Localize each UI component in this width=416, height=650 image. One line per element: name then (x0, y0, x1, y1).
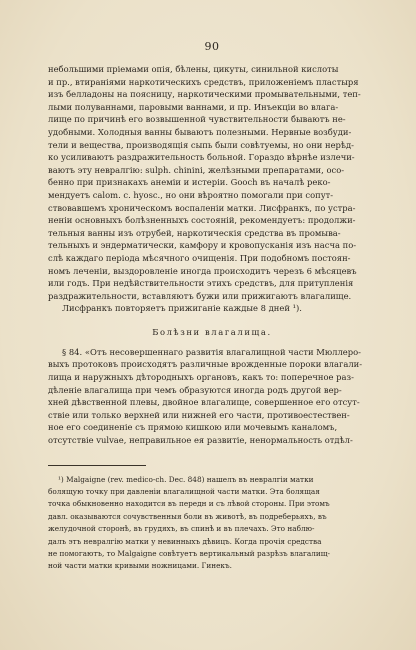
footnote-line: давл. оказываются сочувственныя боли въ животѣ, въ подреберьяхъ, въ (48, 511, 327, 521)
text-line: небольшими пріемами опія, бѣлены, цикуты, синильной кислоты (48, 64, 339, 74)
text-line: и пр., втираніями наркотическихъ средствъ, приложеніемъ пластыря (48, 76, 359, 87)
text-line: лище по причинѣ его возвышенной чувствительности бываютъ не- (48, 114, 346, 125)
page-number: 90 (204, 40, 220, 53)
text-line: отсутствіе vulvae, неправильное ея развитіе, ненормальность отдѣл- (48, 435, 353, 446)
text-line: ствовавшемъ хроническомъ воспаленіи матки. Лисфранкъ, по устра- (48, 202, 356, 213)
text-line: ваютъ эту невралгію: sulph. chinini, желѣзными препаратами, осо- (48, 164, 345, 175)
footnote-line: не помогаютъ, то Malgaigne совѣтуетъ вертикальный разрѣзъ влагалищ- (48, 549, 330, 559)
footnote-divider (48, 465, 146, 466)
text-line: неніи основныхъ болѣзненныхъ состояній, рекомендуетъ: продолжи- (48, 215, 356, 226)
text-line: изъ белладоны на поясницу, наркотическими промывательными, теп- (48, 89, 361, 100)
section-heading: Болѣзни влагалища. (152, 326, 272, 337)
text-line: выхъ протоковъ происходятъ различные врожденные пороки влагали- (48, 359, 363, 370)
footnote-line: ной части матки кривыми ножницами. Гинекъ. (48, 561, 232, 571)
footnote (48, 474, 376, 573)
footnote-line: болящую точку при давленіи влагалищной части матки. Эта болящая (48, 487, 320, 497)
text-line: лыми полуваннами, паровыми ваннами, и пр. Инъекціи во влага- (48, 101, 339, 112)
text-line: Лисфранкъ повторяетъ прижиганіе каждые 8 дней ¹). (62, 303, 302, 314)
text-line: § 84. «Отъ несовершеннаго развитія влагалищной части Мюллеро- (62, 346, 361, 357)
footnote-line: желудочной сторонѣ, въ грудяхъ, въ спинѣ и въ плечахъ. Это наблю- (48, 524, 315, 534)
text-line: раздражительности, вставляютъ бужи или прижигаютъ влагалище. (48, 290, 352, 301)
text-line: удобными. Холодныя ванны бываютъ полезными. Нервные возбуди- (48, 126, 352, 137)
text-line: хней дѣвственной плевы, двойное влагалище, совершенное его отсут- (48, 397, 360, 408)
text-line: тели и вещества, производящія сыпь были совѣтуемы, но они нерѣд- (48, 139, 354, 150)
text-line: мендуетъ calom. c. hyosc., но они вѣроятно помогали при сопут- (48, 189, 334, 200)
footnote-line: ¹) Malgaigne (rev. medico-ch. Dec. 848) нашелъ въ невралгіи матки (58, 474, 314, 484)
text-line: номъ леченіи, выздоровленіе иногда происходитъ черезъ 6 мѣсяцевъ (48, 265, 357, 276)
text-line: или годъ. При недѣйствительности этихъ средствъ, для притупленія (48, 278, 354, 289)
text-line: лища и наружныхъ дѣтородныхъ органовъ, какъ то: поперечное раз- (48, 372, 354, 383)
text-line: бенно при признакахъ анеміи и истеріи. Gooch въ началѣ реко- (48, 177, 331, 188)
text-line: дѣленіе влагалища при чемъ образуются иногда родъ другой вер- (48, 384, 342, 395)
text-line: слѣ каждаго періода мѣсячного очищенія. При подобномъ постоян- (48, 252, 351, 263)
main-text (48, 63, 376, 447)
text-line: тельныхъ и эндерматически, камфору и кровопусканія изъ насча по- (48, 240, 357, 251)
text-line: тельныя ванны изъ отрубей, наркотическія средства въ промыва- (48, 227, 341, 238)
footnote-line: точка обыкновенно находится въ передн и съ лѣвой стороны. При этомъ (48, 499, 330, 509)
footnote-line: далъ этъ невралгію матки у невинныхъ дѣвицъ. Когда прочія средства (48, 536, 322, 546)
text-line: ко усиливаютъ раздражительность больной. Гораздо вѣрнѣе излечи- (48, 152, 355, 163)
text-line: ное его соединеніе съ прямою кишкою или мочевымъ каналомъ, (48, 422, 338, 433)
text-line: ствіе или только верхней или нижней его части, противоестествен- (48, 409, 350, 420)
